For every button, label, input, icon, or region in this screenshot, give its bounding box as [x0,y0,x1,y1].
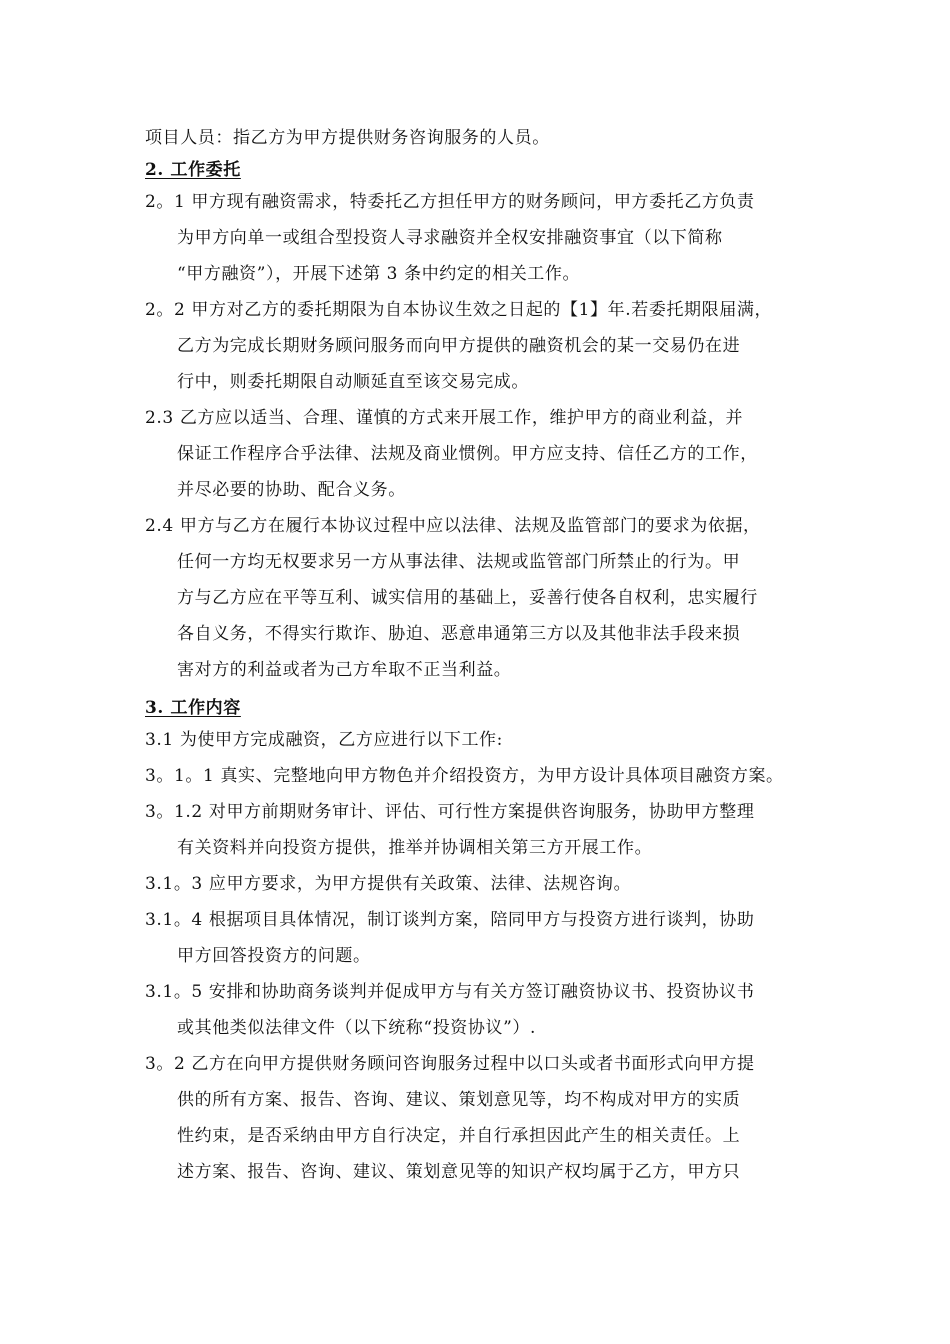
clause-3-2-line-1: 3。2 乙方在向甲方提供财务顾问咨询服务过程中以口头或者书面形式向甲方提 [145,1054,755,1074]
clause-2-2-line-1: 2。2 甲方对乙方的委托期限为自本协议生效之日起的【1】年.若委托期限届满， [145,300,773,320]
clause-2-2-line-3: 行中，则委托期限自动顺延直至该交易完成。 [177,372,529,392]
section-heading-work-content: 3. 工作内容 [145,698,241,718]
clause-3-2-line-2: 供的所有方案、报告、咨询、建议、策划意见等，均不构成对甲方的实质 [177,1090,741,1110]
clause-3-1-5-line-1: 3.1。5 安排和协助商务谈判并促成甲方与有关方签订融资协议书、投资协议书 [145,982,755,1002]
clause-2-4-line-4: 各自义务，不得实行欺诈、胁迫、恶意串通第三方以及其他非法手段来损 [177,624,741,644]
section-heading-work-entrustment: 2. 工作委托 [145,160,241,180]
clause-2-4-line-5: 害对方的利益或者为己方牟取不正当利益。 [177,660,512,680]
clause-3-1-5-line-2: 或其他类似法律文件（以下统称“投资协议”）. [177,1018,536,1038]
clause-3-1-3-line-1: 3.1。3 应甲方要求，为甲方提供有关政策、法律、法规咨询。 [145,874,632,894]
clause-3-1-line-1: 3.1 为使甲方完成融资，乙方应进行以下工作: [145,730,503,750]
clause-2-3-line-1: 2.3 乙方应以适当、合理、谨慎的方式来开展工作，维护甲方的商业利益，并 [145,408,744,428]
clause-2-4-line-3: 方与乙方应在平等互利、诚实信用的基础上，妥善行使各自权利，忠实履行 [177,588,758,608]
clause-3-1-4-line-2: 甲方回答投资方的问题。 [177,946,371,966]
clause-2-3-line-2: 保证工作程序合乎法律、法规及商业惯例。甲方应支持、信任乙方的工作， [177,444,758,464]
clause-2-2-line-2: 乙方为完成长期财务顾问服务而向甲方提供的融资机会的某一交易仍在进 [177,336,741,356]
clause-3-1-2-line-1: 3。1.2 对甲方前期财务审计、评估、可行性方案提供咨询服务，协助甲方整理 [145,802,755,822]
clause-2-1-line-3: “甲方融资”），开展下述第 3 条中约定的相关工作。 [177,264,581,284]
clause-3-1-1-line-1: 3。1。1 真实、完整地向甲方物色并介绍投资方，为甲方设计具体项目融资方案。 [145,766,784,786]
clause-3-2-line-4: 述方案、报告、咨询、建议、策划意见等的知识产权均属于乙方，甲方只 [177,1162,741,1182]
clause-2-4-line-2: 任何一方均无权要求另一方从事法律、法规或监管部门所禁止的行为。甲 [177,552,741,572]
text-line-project-personnel: 项目人员：指乙方为甲方提供财务咨询服务的人员。 [145,128,550,148]
clause-2-1-line-1: 2。1 甲方现有融资需求，特委托乙方担任甲方的财务顾问，甲方委托乙方负责 [145,192,755,212]
clause-2-3-line-3: 并尽必要的协助、配合义务。 [177,480,406,500]
clause-3-2-line-3: 性约束，是否采纳由甲方自行决定，并自行承担因此产生的相关责任。上 [177,1126,741,1146]
clause-2-1-line-2: 为甲方向单一或组合型投资人寻求融资并全权安排融资事宜（以下简称 [177,228,723,248]
clause-2-4-line-1: 2.4 甲方与乙方在履行本协议过程中应以法律、法规及监管部门的要求为依据， [145,516,761,536]
clause-3-1-4-line-1: 3.1。4 根据项目具体情况，制订谈判方案，陪同甲方与投资方进行谈判，协助 [145,910,755,930]
clause-3-1-2-line-2: 有关资料并向投资方提供，推举并协调相关第三方开展工作。 [177,838,653,858]
